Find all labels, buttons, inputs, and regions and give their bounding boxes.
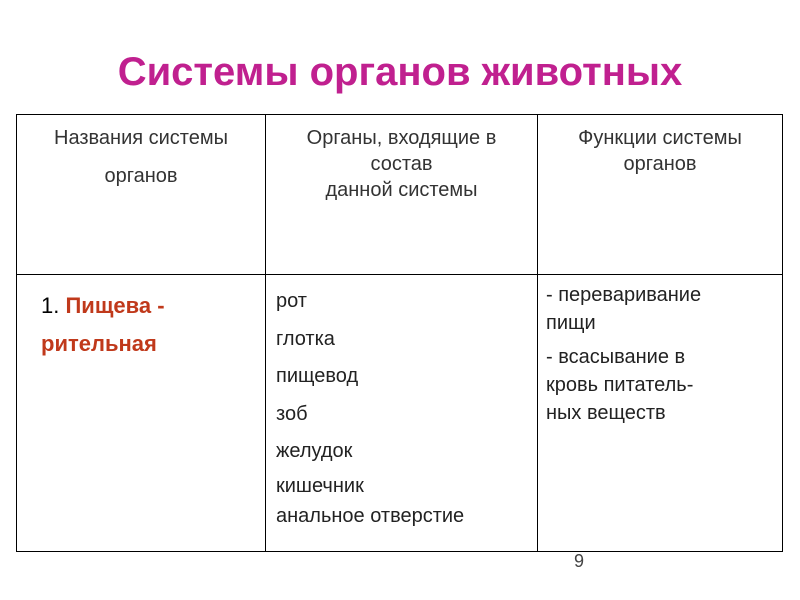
- system-name: Пищева -: [65, 293, 165, 318]
- header-system-name: [17, 115, 266, 275]
- function-text: - переваривание: [546, 284, 702, 306]
- organ-item: пищевод: [276, 365, 359, 387]
- table-header-row: [17, 115, 783, 275]
- system-name-cell: [17, 275, 266, 552]
- function-text: - всасывание в: [546, 346, 686, 368]
- header-text: состав: [370, 153, 433, 175]
- organ-item: глотка: [276, 327, 335, 350]
- function-text: кровь питатель-: [546, 374, 694, 396]
- function-text: ных веществ: [546, 402, 666, 424]
- organ-item: желудок: [276, 440, 353, 462]
- function-text: пищи: [546, 312, 596, 334]
- organ-item: кишечник: [276, 474, 364, 497]
- header-text: органов: [623, 153, 697, 175]
- header-organs: [266, 115, 538, 275]
- table-row: [17, 275, 783, 552]
- header-text: данной системы: [325, 179, 478, 201]
- organs-cell: [266, 275, 538, 552]
- organ-item: рот: [276, 290, 307, 312]
- page-number: 9: [574, 551, 585, 571]
- header-text: Функции системы: [578, 127, 742, 149]
- system-name-line: [41, 287, 265, 325]
- organ-item: анальное отверстие: [276, 504, 465, 527]
- organ-systems-table: [16, 114, 783, 552]
- header-text: органов: [104, 165, 178, 187]
- header-text: Названия системы: [54, 127, 228, 149]
- organ-item: зоб: [276, 402, 308, 425]
- function-item: [546, 281, 782, 337]
- header-text: Органы, входящие в: [306, 127, 497, 149]
- slide-title: Системы органов животных: [117, 50, 683, 94]
- function-item: [546, 343, 782, 427]
- functions-cell: [538, 275, 783, 552]
- header-functions: [538, 115, 783, 275]
- system-name: рительная: [41, 331, 157, 356]
- row-number: 1.: [41, 293, 60, 318]
